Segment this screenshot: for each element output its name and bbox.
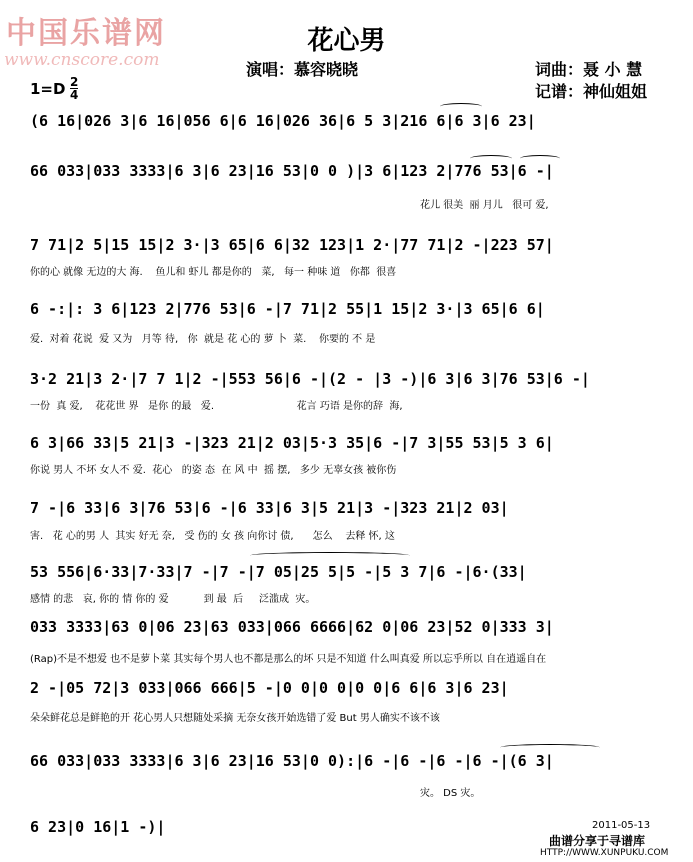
score-row-12-notes: 6 23|0 16|1 -)|: [30, 818, 166, 836]
composer-credit: 词曲：聂 小 慧: [535, 60, 643, 79]
singer-credit: 演唱：慕容晓晓: [246, 60, 359, 79]
score-row-5-lyrics: 一份 真 爱, 花花世 界 是你 的最 爱. 花言 巧语 是你的辞 海,: [30, 401, 403, 412]
score-row-10-notes: 2 -|05 72|3 033|066 666|5 -|0 0|0 0|0 0|6 6|6 3|6 23|: [30, 679, 509, 697]
score-row-6-notes: 6 3|66 33|5 21|3 -|323 21|2 03|5·3 35|6 -|7 3|55 53|5 3 6|: [30, 434, 554, 452]
footer-site-url: HTTP://WWW.XUNPUKU.COM: [540, 848, 669, 858]
footer-site-name: 曲谱分享于寻谱库: [549, 834, 646, 848]
score-row-3-notes: 7 71|2 5|15 15|2 3·|3 65|6 6|32 123|1 2·|77 71|2 -|223 57|: [30, 236, 554, 254]
time-signature: [70, 76, 78, 101]
score-row-7-notes: 7 -|6 33|6 3|76 53|6 -|6 33|6 3|5 21|3 -|323 21|2 03|: [30, 499, 509, 517]
score-row-8-notes: 53 556|6·33|7·33|7 -|7 -|7 05|25 5|5 -|5 3 7|6 -|6·(33|: [30, 563, 527, 581]
score-row-7-lyrics: 害. 花 心的男 人 其实 好无 奈, 受 伤的 女 孩 向你讨 债, 怎么 去释 怀, 这: [30, 531, 395, 542]
score-row-5-notes: 3·2 21|3 2·|7 7 1|2 -|553 56|6 -|(2 - |3 -)|6 3|6 3|76 53|6 -|: [30, 370, 590, 388]
song-title: 花心男: [307, 26, 386, 56]
score-row-8-lyrics: 感情 的悲 哀, 你的 情 你的 爱 到 最 后 泛滥成 灾。: [30, 594, 316, 605]
score-row-3-lyrics: 你的心 就像 无边的大 海. 鱼儿和 虾儿 都是你的 菜, 每一 种味 道 你都 很喜: [30, 267, 397, 278]
watermark-logo: 中国乐谱网: [6, 16, 166, 51]
score-row-9-lyrics: (Rap)不是不想爱 也不是萝卜菜 其实每个男人也不都是那么的坏 只是不知道 什么叫真爱 所以忘乎所以 自在逍遥自在: [30, 654, 547, 665]
watermark-url: www.cnscore.com: [4, 50, 160, 70]
score-row-2-lyrics: 花儿 很美 丽 月儿 很可 爱,: [420, 200, 549, 211]
score-row-2-notes: 66 033|033 3333|6 3|6 23|16 53|0 0 )|3 6|123 2|776 53|6 -|: [30, 162, 554, 180]
score-row-10-lyrics: 朵朵鲜花总是鲜艳的开 花心男人只想随处采摘 无奈女孩开始选错了爱 But 男人确实不该不该: [30, 713, 440, 724]
transcriber-credit: 记谱：神仙姐姐: [535, 82, 648, 101]
score-row-6-lyrics: 你说 男人 不坏 女人不 爱. 花心 的姿 态 在 风 中 摇 摆, 多少 无辜女孩 被你伤: [30, 465, 397, 476]
key-signature: 1=D: [30, 80, 66, 98]
date-stamp: 2011-05-13: [592, 820, 651, 831]
score-row-11-lyrics: 灾。 DS 灾。: [420, 788, 481, 799]
tie-arc: [520, 155, 560, 162]
tie-arc: [500, 744, 600, 751]
score-row-1-notes: (6 16|026 3|6 16|056 6|6 16|026 36|6 5 3|216 6|6 3|6 23|: [30, 112, 536, 130]
tie-arc: [250, 552, 410, 559]
score-row-11-notes: 66 033|033 3333|6 3|6 23|16 53|0 0):|6 -|6 -|6 -|6 -|(6 3|: [30, 752, 554, 770]
score-row-9-notes: 033 3333|63 0|06 23|63 033|066 6666|62 0|06 23|52 0|333 3|: [30, 618, 554, 636]
score-row-4-notes: 6 -:|: 3 6|123 2|776 53|6 -|7 71|2 55|1 15|2 3·|3 65|6 6|: [30, 300, 545, 318]
time-signature-bottom: 4: [70, 88, 79, 102]
score-row-4-lyrics: 爱. 对着 花说 爱 又为 月等 待, 你 就是 花 心的 萝 卜 菜. 你要的 不 是: [30, 334, 376, 345]
time-signature-top: 2: [70, 75, 79, 89]
tie-arc: [470, 155, 512, 162]
tie-arc: [440, 103, 482, 110]
